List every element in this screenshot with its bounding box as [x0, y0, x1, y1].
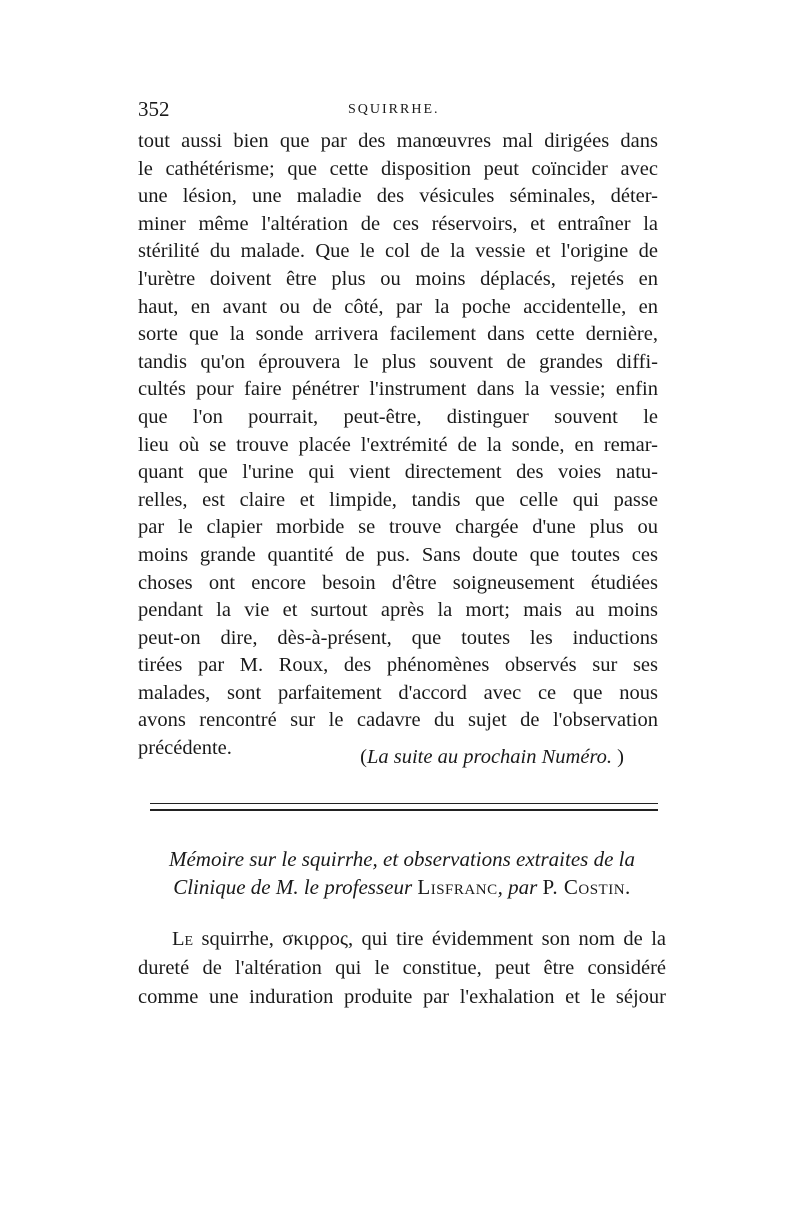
text-line: [138, 925, 666, 954]
text-line: tout aussi bien que par des manœuvres mal dirigées dans: [138, 130, 658, 152]
text-line: sorte que la sonde arrivera facilement dans cette dernière,: [138, 323, 658, 346]
text-line: quant que l'urine qui vient directement des voies natu-: [138, 461, 658, 484]
text-line: moins grande quantité de pus. Sans doute que toutes ces: [138, 543, 658, 566]
text-line: lieu où se trouve placée l'extrémité de la sonde, en remar-: [138, 433, 658, 456]
text-line: par le clapier morbide se trouve chargée d'une plus ou: [138, 516, 658, 539]
article-title-par: , par: [497, 875, 538, 899]
article-paragraph: [138, 925, 666, 1012]
text-line: une lésion, une maladie des vésicules séminales, déter-: [138, 185, 658, 208]
page-number: 352: [138, 97, 170, 121]
text-line: dureté de l'altération qui le constitue, peut être considéré: [138, 957, 666, 979]
text-line: tandis qu'on éprouvera le plus souvent de grandes diffi-: [138, 350, 658, 373]
author-name: P. Costin.: [542, 875, 631, 899]
continuation-close-paren: ): [617, 746, 624, 768]
continuation-note: [138, 743, 666, 771]
professor-name: Lisfranc: [417, 875, 498, 899]
text-line: avons rencontré sur le cadavre du sujet de l'observation: [138, 709, 658, 732]
text-line: relles, est claire et limpide, tandis que celle qui passe: [138, 488, 658, 511]
text-line: choses ont encore besoin d'être soigneusement étudiées: [138, 571, 658, 594]
text-line: malades, sont parfaitement d'accord avec ce que nous: [138, 681, 658, 704]
text-line: haut, en avant ou de côté, par la poche accidentelle, en: [138, 295, 658, 318]
article-title-line2: Clinique de M. le professeur: [173, 875, 413, 899]
text-line: précédente.: [138, 737, 232, 760]
text-line: pendant la vie et surtout après la mort; mais au moins: [138, 599, 658, 622]
text-line: stérilité du malade. Que le col de la vessie et l'origine de: [138, 240, 658, 263]
text-line: cultés pour faire pénétrer l'instrument dans la vessie; enfin: [138, 378, 658, 401]
body-paragraph: [138, 128, 658, 763]
text-line: tirées par M. Roux, des phénomènes observés sur ses: [138, 654, 658, 677]
article-title-line1: Mémoire sur le squirrhe, et observations extraites de la: [168, 847, 636, 871]
text-line: comme une induration produite par l'exhalation et le séjour: [138, 986, 666, 1008]
running-head: [138, 97, 666, 121]
text-line: peut-on dire, dès-à-présent, que toutes les inductions: [138, 626, 658, 649]
article-title: [138, 845, 666, 901]
text-line: que l'on pourrait, peut-être, distinguer souvent le: [138, 405, 658, 428]
running-title: SQUIRRHE.: [348, 102, 440, 117]
text-line-content: squirrhe, σκιρρος, qui tire évidemment son nom de la: [201, 928, 667, 950]
continuation-text: La suite au prochain Numéro.: [366, 746, 613, 768]
first-word: Le: [172, 928, 194, 950]
text-line: miner même l'altération de ces réservoirs, et entraîner la: [138, 212, 658, 235]
text-line: l'urètre doivent être plus ou moins déplacés, rejetés en: [138, 267, 658, 290]
continuation-open-paren: (: [360, 746, 367, 768]
section-divider-thin: [150, 803, 658, 804]
text-line: le cathétérisme; que cette disposition peut coïncider avec: [138, 157, 658, 180]
section-divider-thick: [150, 809, 658, 811]
